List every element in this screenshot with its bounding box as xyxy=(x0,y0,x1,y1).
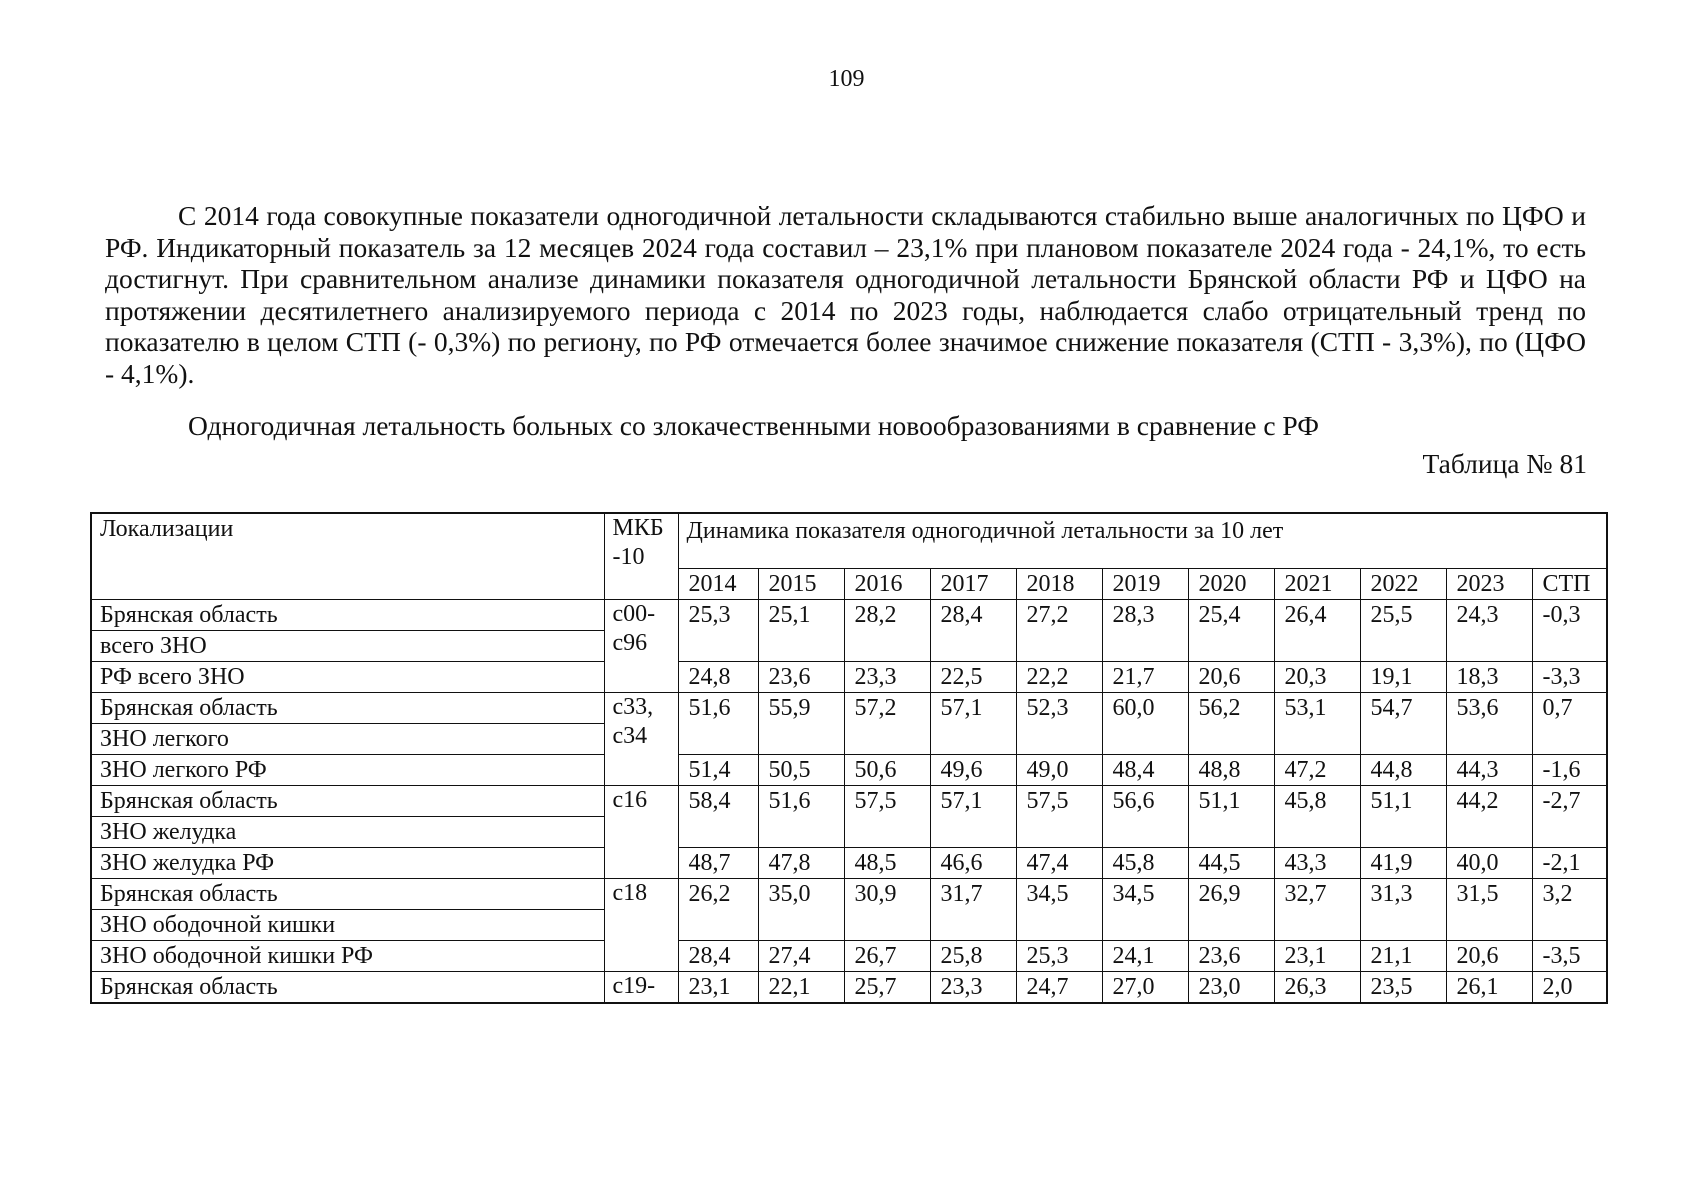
value-cell: 31,5 xyxy=(1446,879,1532,941)
region-sublabel-cell: ЗНО легкого xyxy=(91,724,604,755)
value-cell: 46,6 xyxy=(930,848,1016,879)
value-cell: 53,1 xyxy=(1274,693,1360,755)
table-row xyxy=(91,600,1607,631)
year-header-cell: 2016 xyxy=(844,569,930,600)
value-cell: 23,3 xyxy=(930,972,1016,1004)
value-cell: 28,4 xyxy=(678,941,758,972)
rf-label-cell: ЗНО ободочной кишки РФ xyxy=(91,941,604,972)
value-cell: 40,0 xyxy=(1446,848,1532,879)
year-header-cell: 2023 xyxy=(1446,569,1532,600)
table-row xyxy=(91,972,1607,1004)
value-cell: 22,2 xyxy=(1016,662,1102,693)
value-cell: 23,5 xyxy=(1360,972,1446,1004)
value-cell: 57,2 xyxy=(844,693,930,755)
page-number: 109 xyxy=(828,66,865,92)
value-cell: 26,7 xyxy=(844,941,930,972)
value-cell: 31,7 xyxy=(930,879,1016,941)
region-sublabel-cell: всего ЗНО xyxy=(91,631,604,662)
value-cell: 25,3 xyxy=(678,600,758,662)
value-cell: 20,6 xyxy=(1446,941,1532,972)
region-sublabel-cell: ЗНО ободочной кишки xyxy=(91,910,604,941)
value-cell: 48,4 xyxy=(1102,755,1188,786)
value-cell: 28,3 xyxy=(1102,600,1188,662)
region-label-cell: Брянская область xyxy=(91,972,604,1004)
value-cell: 48,7 xyxy=(678,848,758,879)
value-cell: 28,2 xyxy=(844,600,930,662)
value-cell: 27,4 xyxy=(758,941,844,972)
value-cell: 21,1 xyxy=(1360,941,1446,972)
value-cell: 26,4 xyxy=(1274,600,1360,662)
value-cell: 57,5 xyxy=(844,786,930,848)
value-cell: 56,2 xyxy=(1188,693,1274,755)
value-cell: 41,9 xyxy=(1360,848,1446,879)
value-cell: 25,3 xyxy=(1016,941,1102,972)
value-cell: 55,9 xyxy=(758,693,844,755)
header-localization: Локализации xyxy=(91,513,604,600)
value-cell: 26,1 xyxy=(1446,972,1532,1004)
value-cell: 27,0 xyxy=(1102,972,1188,1004)
table-row xyxy=(91,879,1607,910)
table-row xyxy=(91,848,1607,879)
table-number: Таблица № 81 xyxy=(1422,448,1587,479)
mkb-code-cell: с33, с34 xyxy=(604,693,678,786)
value-cell: -2,1 xyxy=(1532,848,1607,879)
value-cell: 60,0 xyxy=(1102,693,1188,755)
value-cell: 25,7 xyxy=(844,972,930,1004)
value-cell: 45,8 xyxy=(1102,848,1188,879)
year-header-cell: 2014 xyxy=(678,569,758,600)
value-cell: 23,3 xyxy=(844,662,930,693)
value-cell: 49,6 xyxy=(930,755,1016,786)
value-cell: 45,8 xyxy=(1274,786,1360,848)
mkb-code-cell: с16 xyxy=(604,786,678,879)
value-cell: 25,5 xyxy=(1360,600,1446,662)
value-cell: 27,2 xyxy=(1016,600,1102,662)
value-cell: 49,0 xyxy=(1016,755,1102,786)
value-cell: 48,5 xyxy=(844,848,930,879)
value-cell: 28,4 xyxy=(930,600,1016,662)
value-cell: 44,3 xyxy=(1446,755,1532,786)
value-cell: 19,1 xyxy=(1360,662,1446,693)
value-cell: 47,8 xyxy=(758,848,844,879)
table-row xyxy=(91,693,1607,724)
value-cell: -3,3 xyxy=(1532,662,1607,693)
table-row xyxy=(91,755,1607,786)
value-cell: 51,1 xyxy=(1188,786,1274,848)
value-cell: 23,1 xyxy=(678,972,758,1004)
value-cell: -1,6 xyxy=(1532,755,1607,786)
region-sublabel-cell: ЗНО желудка xyxy=(91,817,604,848)
year-header-cell: 2015 xyxy=(758,569,844,600)
region-label-cell: Брянская область xyxy=(91,786,604,817)
value-cell: 20,6 xyxy=(1188,662,1274,693)
value-cell: 23,1 xyxy=(1274,941,1360,972)
value-cell: 43,3 xyxy=(1274,848,1360,879)
value-cell: -0,3 xyxy=(1532,600,1607,662)
rf-label-cell: РФ всего ЗНО xyxy=(91,662,604,693)
value-cell: 22,1 xyxy=(758,972,844,1004)
value-cell: 44,5 xyxy=(1188,848,1274,879)
header-row xyxy=(91,513,1607,569)
value-cell: 24,1 xyxy=(1102,941,1188,972)
mkb-code-cell: с00- с96 xyxy=(604,600,678,693)
value-cell: 48,8 xyxy=(1188,755,1274,786)
value-cell: 21,7 xyxy=(1102,662,1188,693)
value-cell: 3,2 xyxy=(1532,879,1607,941)
value-cell: 18,3 xyxy=(1446,662,1532,693)
value-cell: -3,5 xyxy=(1532,941,1607,972)
table-row xyxy=(91,941,1607,972)
value-cell: 50,6 xyxy=(844,755,930,786)
value-cell: 44,8 xyxy=(1360,755,1446,786)
value-cell: 34,5 xyxy=(1102,879,1188,941)
rf-label-cell: ЗНО желудка РФ xyxy=(91,848,604,879)
value-cell: 57,1 xyxy=(930,693,1016,755)
value-cell: 51,6 xyxy=(758,786,844,848)
value-cell: 56,6 xyxy=(1102,786,1188,848)
value-cell: 52,3 xyxy=(1016,693,1102,755)
year-header-cell: 2022 xyxy=(1360,569,1446,600)
value-cell: 51,1 xyxy=(1360,786,1446,848)
value-cell: 30,9 xyxy=(844,879,930,941)
table-caption: Одногодичная летальность больных со злокачественными новообразованиями в сравнение с РФ xyxy=(188,410,1319,441)
mkb-code-cell: с19- xyxy=(604,972,678,1004)
year-header-cell: 2021 xyxy=(1274,569,1360,600)
value-cell: 32,7 xyxy=(1274,879,1360,941)
value-cell: 53,6 xyxy=(1446,693,1532,755)
value-cell: 26,2 xyxy=(678,879,758,941)
value-cell: 23,6 xyxy=(1188,941,1274,972)
value-cell: -2,7 xyxy=(1532,786,1607,848)
value-cell: 51,4 xyxy=(678,755,758,786)
value-cell: 31,3 xyxy=(1360,879,1446,941)
value-cell: 25,1 xyxy=(758,600,844,662)
table-row xyxy=(91,786,1607,817)
value-cell: 20,3 xyxy=(1274,662,1360,693)
value-cell: 35,0 xyxy=(758,879,844,941)
year-header-cell: 2019 xyxy=(1102,569,1188,600)
year-header-cell: СТП xyxy=(1532,569,1607,600)
region-label-cell: Брянская область xyxy=(91,693,604,724)
region-label-cell: Брянская область xyxy=(91,879,604,910)
value-cell: 24,3 xyxy=(1446,600,1532,662)
value-cell: 54,7 xyxy=(1360,693,1446,755)
value-cell: 47,2 xyxy=(1274,755,1360,786)
value-cell: 23,6 xyxy=(758,662,844,693)
mkb-code-cell: с18 xyxy=(604,879,678,972)
value-cell: 26,3 xyxy=(1274,972,1360,1004)
region-label-cell: Брянская область xyxy=(91,600,604,631)
header-mkb: МКБ -10 xyxy=(604,513,678,600)
value-cell: 22,5 xyxy=(930,662,1016,693)
value-cell: 0,7 xyxy=(1532,693,1607,755)
value-cell: 50,5 xyxy=(758,755,844,786)
value-cell: 25,4 xyxy=(1188,600,1274,662)
body-paragraph: С 2014 года совокупные показатели одногодичной летальности складываются стабильно выше аналогичных по ЦФО и РФ. Индикаторный показатель за 12 месяцев 2024 года составил – 23,1% при плановом показателе 2024 года - 24,1%, то есть достигнут. При сравнительном анализе динамики показателя одногодичной летальности Брянской области РФ и ЦФО на протяжении десятилетнего анализируемого периода с 2014 по 2023 годы, наблюдается слабо отрицательный тренд по показателю в целом СТП (- 0,3%) по региону, по РФ отмечается более значимое снижение показателя (СТП - 3,3%), по (ЦФО - 4,1%). xyxy=(105,200,1586,389)
year-header-cell: 2017 xyxy=(930,569,1016,600)
value-cell: 44,2 xyxy=(1446,786,1532,848)
rf-label-cell: ЗНО легкого РФ xyxy=(91,755,604,786)
value-cell: 23,0 xyxy=(1188,972,1274,1004)
value-cell: 24,8 xyxy=(678,662,758,693)
table-row xyxy=(91,662,1607,693)
mortality-table xyxy=(90,512,1608,1004)
year-header-cell: 2020 xyxy=(1188,569,1274,600)
value-cell: 25,8 xyxy=(930,941,1016,972)
value-cell: 57,1 xyxy=(930,786,1016,848)
value-cell: 51,6 xyxy=(678,693,758,755)
value-cell: 47,4 xyxy=(1016,848,1102,879)
value-cell: 24,7 xyxy=(1016,972,1102,1004)
value-cell: 57,5 xyxy=(1016,786,1102,848)
header-dynamics: Динамика показателя одногодичной летальности за 10 лет xyxy=(678,513,1607,569)
value-cell: 2,0 xyxy=(1532,972,1607,1004)
value-cell: 26,9 xyxy=(1188,879,1274,941)
value-cell: 58,4 xyxy=(678,786,758,848)
year-header-cell: 2018 xyxy=(1016,569,1102,600)
value-cell: 34,5 xyxy=(1016,879,1102,941)
